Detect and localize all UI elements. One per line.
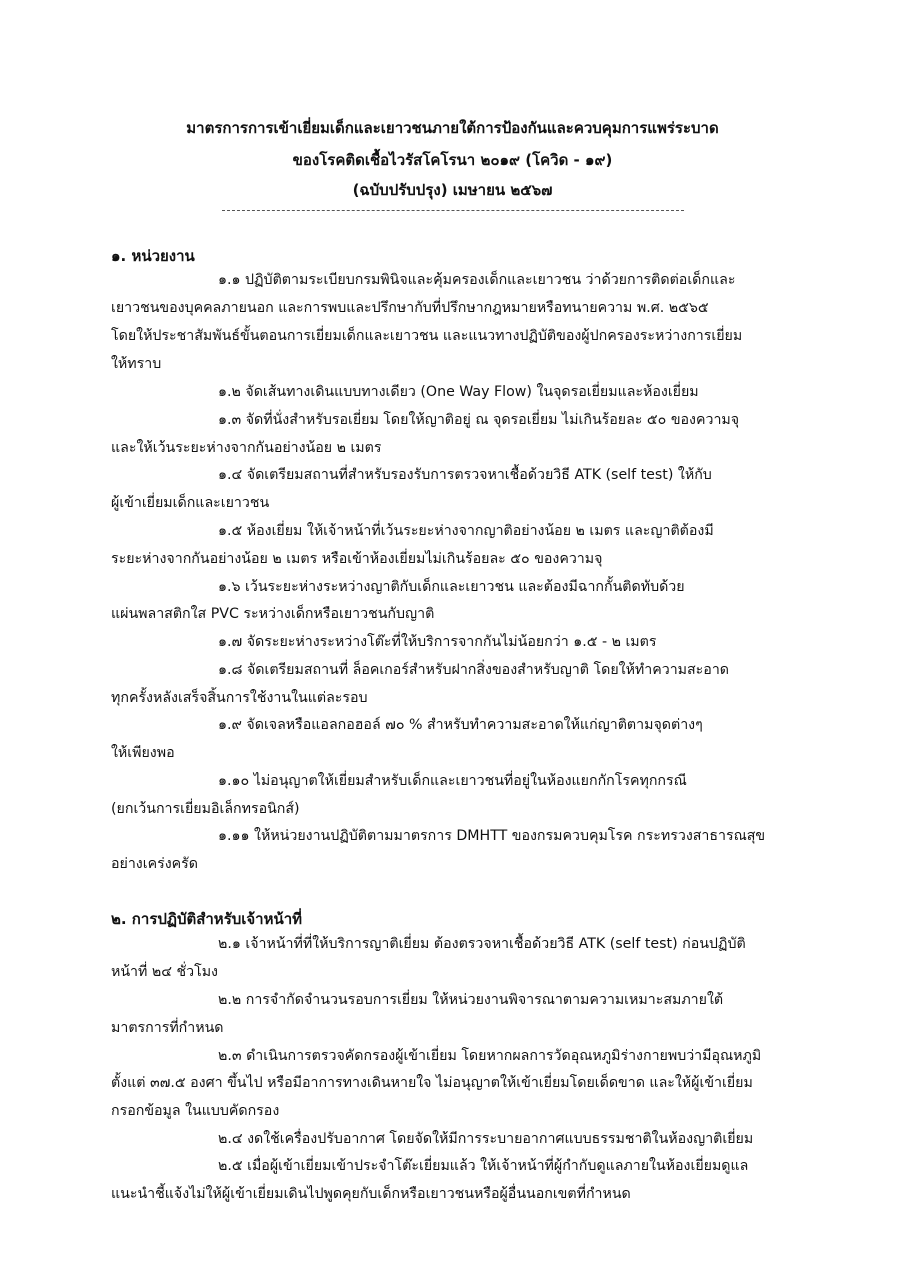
section-2-line: ๒.๕ เมื่อผู้เข้าเยี่ยมเข้าประจำโต๊ะเยี่ยมแล้ว ให้เจ้าหน้าที่ผู้กำกับดูแลภายในห้องเยี่ยมดูแล	[218, 1158, 749, 1174]
document-title-line-3: (ฉบับปรับปรุง) เมษายน ๒๕๖๗	[352, 181, 553, 199]
section-2-line: ๒.๒ การจำกัดจำนวนรอบการเยี่ยม ให้หน่วยงานพิจารณาตามความเหมาะสมภายใต้	[218, 992, 724, 1008]
section-1-line: แผ่นพลาสติกใส PVC ระหว่างเด็กหรือเยาวชนกับญาติ	[111, 606, 435, 622]
section-1-line: ๑.๑๑ ให้หน่วยงานปฏิบัติตามมาตรการ DMHTT ของกรมควบคุมโรค กระทรวงสาธารณสุข	[218, 828, 766, 844]
title-divider	[222, 210, 684, 211]
section-1-line: ระยะห่างจากกันอย่างน้อย ๒ เมตร หรือเข้าห้องเยี่ยมไม่เกินร้อยละ ๕๐ ของความจุ	[111, 551, 603, 567]
section-1-line: ผู้เข้าเยี่ยมเด็กและเยาวชน	[111, 495, 270, 511]
section-1-line: ๑.๙ จัดเจลหรือแอลกอฮอล์ ๗๐ % สำหรับทำความสะอาดให้แก่ญาติตามจุดต่างๆ	[218, 717, 703, 733]
section-1-line: ๑.๑๐ ไม่อนุญาตให้เยี่ยมสำหรับเด็กและเยาวชนที่อยู่ในห้องแยกกักโรคทุกกรณี	[218, 773, 687, 789]
section-2-heading: ๒. การปฏิบัติสำหรับเจ้าหน้าที่	[111, 910, 303, 928]
section-2-line: หน้าที่ ๒๔ ชั่วโมง	[111, 964, 218, 980]
section-1-line: ๑.๘ จัดเตรียมสถานที่ ล็อคเกอร์สำหรับฝากสิ่งของสำหรับญาติ โดยให้ทำความสะอาด	[218, 662, 729, 678]
section-1-line: ๑.๓ จัดที่นั่งสำหรับรอเยี่ยม โดยให้ญาติอยู่ ณ จุดรอเยี่ยม ไม่เกินร้อยละ ๕๐ ของความจุ	[218, 412, 740, 428]
section-1-line: ให้เพียงพอ	[111, 745, 175, 761]
section-2-line: ๒.๑ เจ้าหน้าที่ที่ให้บริการญาติเยี่ยม ต้องตรวจหาเชื้อด้วยวิธี ATK (self test) ก่อนปฏิบัติ	[218, 936, 746, 952]
section-1-line: ๑.๒ จัดเส้นทางเดินแบบทางเดียว (One Way Flow) ในจุดรอเยี่ยมและห้องเยี่ยม	[218, 384, 699, 400]
section-1-heading: ๑. หน่วยงาน	[111, 247, 195, 265]
section-1-line: ๑.๕ ห้องเยี่ยม ให้เจ้าหน้าที่เว้นระยะห่างจากญาติอย่างน้อย ๒ เมตร และญาติต้องมี	[218, 523, 714, 539]
section-1-line: อย่างเคร่งครัด	[111, 856, 198, 872]
section-2-line: แนะนำชี้แจ้งไม่ให้ผู้เข้าเยี่ยมเดินไปพูดคุยกับเด็กหรือเยาวชนหรือผู้อื่นนอกเขตที่กำหนด	[111, 1186, 631, 1202]
section-1-line: ๑.๑ ปฏิบัติตามระเบียบกรมพินิจและคุ้มครองเด็กและเยาวชน ว่าด้วยการติดต่อเด็กและ	[218, 272, 736, 288]
section-2-line: มาตรการที่กำหนด	[111, 1020, 224, 1036]
section-2-line: ๒.๓ ดำเนินการตรวจคัดกรองผู้เข้าเยี่ยม โดยหากผลการวัดอุณหภูมิร่างกายพบว่ามีอุณหภูมิ	[218, 1048, 762, 1064]
section-1-line: ๑.๔ จัดเตรียมสถานที่สำหรับรองรับการตรวจหาเชื้อด้วยวิธี ATK (self test) ให้กับ	[218, 467, 712, 483]
section-1-line: (ยกเว้นการเยี่ยมอิเล็กทรอนิกส์)	[111, 801, 300, 817]
section-1-line: โดยให้ประชาสัมพันธ์ขั้นตอนการเยี่ยมเด็กและเยาวชน และแนวทางปฏิบัติของผู้ปกครองระหว่างการเยี่ยม	[111, 328, 743, 344]
section-1-line: ให้ทราบ	[111, 356, 162, 372]
document-title-line-2: ของโรคติดเชื้อไวรัสโคโรนา ๒๐๑๙ (โควิด - ๑๙)	[292, 151, 613, 169]
document-title-line-1: มาตรการการเข้าเยี่ยมเด็กและเยาวชนภายใต้การป้องกันและควบคุมการแพร่ระบาด	[186, 119, 719, 137]
section-2-line: กรอกข้อมูล ในแบบคัดกรอง	[111, 1103, 280, 1119]
section-2-line: ๒.๔ งดใช้เครื่องปรับอากาศ โดยจัดให้มีการระบายอากาศแบบธรรมชาติในห้องญาติเยี่ยม	[218, 1131, 754, 1147]
section-2-line: ตั้งแต่ ๓๗.๕ องศา ขึ้นไป หรือมีอาการทางเดินหายใจ ไม่อนุญาตให้เข้าเยี่ยมโดยเด็ดขาด และให้ผู้เข้าเยี่ยม	[111, 1075, 753, 1091]
section-1-line: ทุกครั้งหลังเสร็จสิ้นการใช้งานในแต่ละรอบ	[111, 690, 368, 706]
section-1-line: ๑.๗ จัดระยะห่างระหว่างโต๊ะที่ให้บริการจากกันไม่น้อยกว่า ๑.๕ - ๒ เมตร	[218, 634, 657, 650]
section-1-line: ๑.๖ เว้นระยะห่างระหว่างญาติกับเด็กและเยาวชน และต้องมีฉากกั้นติดทับด้วย	[218, 579, 685, 595]
section-1-line: เยาวชนของบุคคลภายนอก และการพบและปรึกษากับที่ปรึกษากฎหมายหรือทนายความ พ.ศ. ๒๕๖๕	[111, 300, 709, 316]
section-1-line: และให้เว้นระยะห่างจากกันอย่างน้อย ๒ เมตร	[111, 440, 382, 456]
